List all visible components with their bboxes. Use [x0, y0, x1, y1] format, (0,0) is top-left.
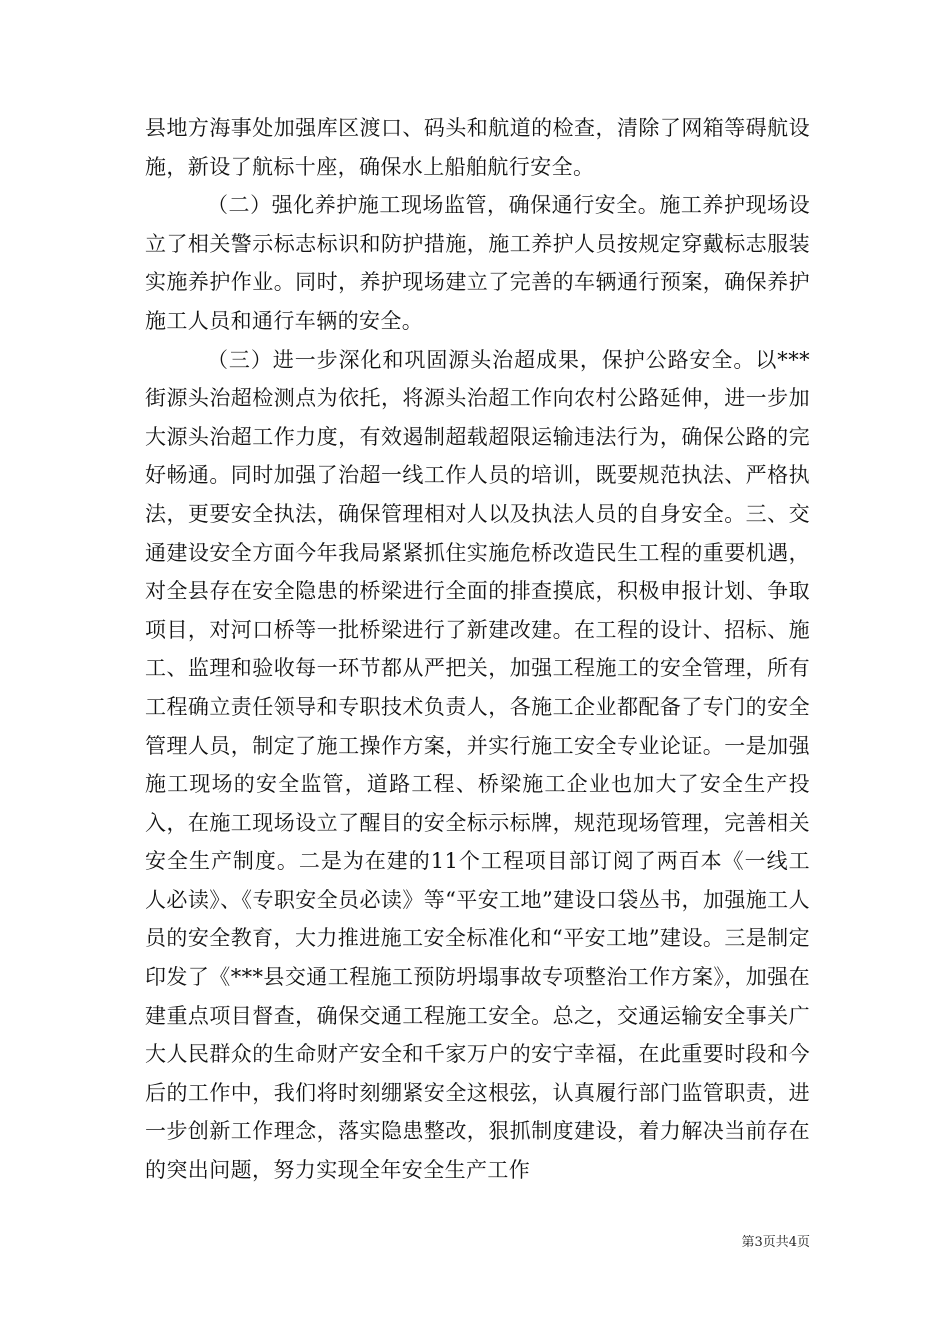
paragraph-overload-control: （三）进一步深化和巩固源头治超成果，保护公路安全。以***街源头治超检测点为依托，将源头治超工作向农村公路延伸，进一步加大源头治超工作力度，有效遏制超载超限运输违法行为，确保公路的完好畅通。同时加强了治超一线工作人员的培训，既要规范执法、严格执法，更要安全执法，确保管理相对人以及执法人员的自身安全。三、交通建设安全方面今年我局紧紧抓住实施危桥改造民生工程的重要机遇，对全县存在安全隐患的桥梁进行全面的排查摸底，积极申报计划、争取项目，对河口桥等一批桥梁进行了新建改建。在工程的设计、招标、施工、监理和验收每一环节都从严把关，加强工程施工的安全管理，所有工程确立责任领导和专职技术负责人，各施工企业都配备了专门的安全管理人员，制定了施工操作方案，并实行施工安全专业论证。一是加强施工现场的安全监管，道路工程、桥梁施工企业也加大了安全生产投入，在施工现场设立了醒目的安全标示标牌，规范现场管理，完善相关安全生产制度。二是为在建的11个工程项目部订阅了两百本《一线工人必读》、《专职安全员必读》等“平安工地”建设口袋丛书，加强施工人员的安全教育，大力推进施工安全标准化和“平安工地”建设。三是制定印发了《***县交通工程施工预防坍塌事故专项整治工作方案》，加强在建重点项目督查，确保交通工程施工安全。总之，交通运输安全事关广大人民群众的生命财产安全和千家万户的安宁幸福，在此重要时段和今后的工作中，我们将时刻绷紧安全这根弦，认真履行部门监管职责，进一步创新工作理念，落实隐患整改，狠抓制度建设，着力解决当前存在的突出问题，努力实现全年安全生产工作 [145, 347, 810, 1183]
paragraph-construction-site: （二）强化养护施工现场监管，确保通行安全。施工养护现场设立了相关警示标志标识和防护措施，施工养护人员按规定穿戴标志服装实施养护作业。同时，养护现场建立了完善的车辆通行预案，确保养护施工人员和通行车辆的安全。 [145, 193, 810, 333]
document-body [145, 109, 810, 1190]
page-number: 第3页共4页 [741, 1235, 810, 1250]
paragraph-continuation: 县地方海事处加强库区渡口、码头和航道的检查，清除了网箱等碍航设施，新设了航标十座，确保水上船舶航行安全。 [145, 116, 810, 179]
